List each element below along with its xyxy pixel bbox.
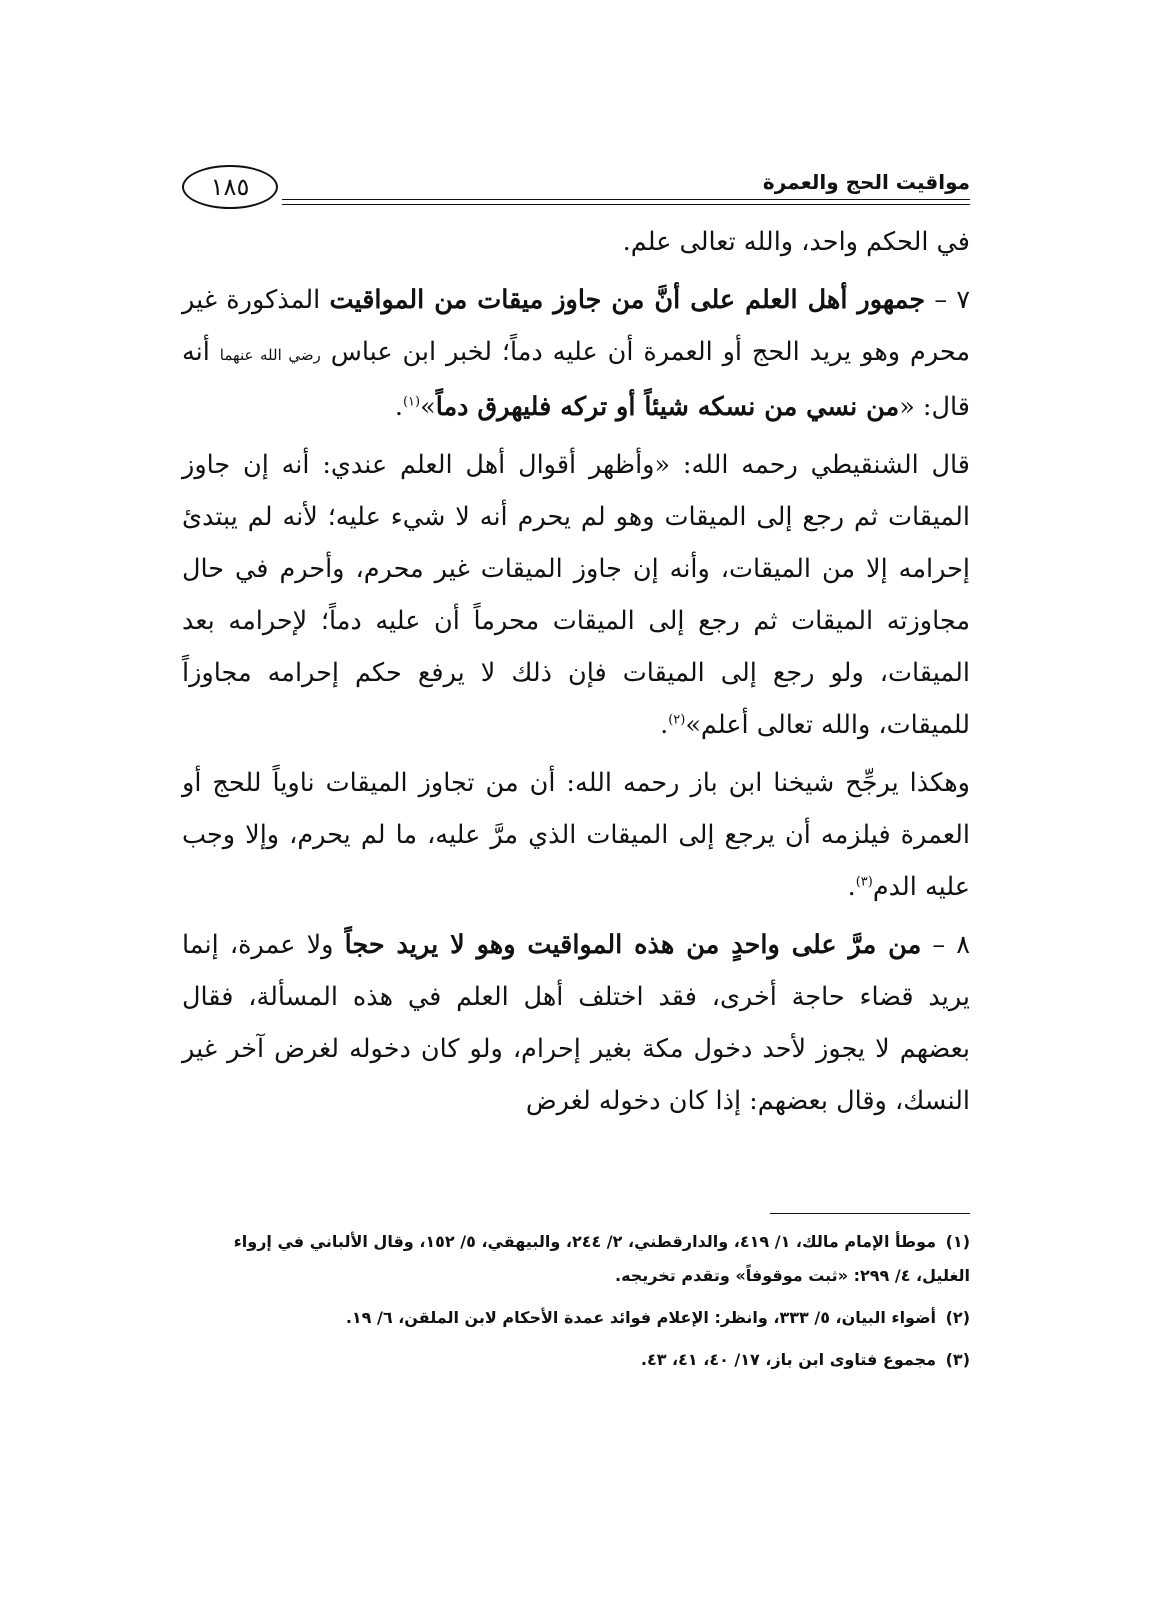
footnote-reference[interactable]: (١) xyxy=(402,394,421,410)
footnote-number: (٣) xyxy=(945,1350,970,1369)
page-number: ١٨٥ xyxy=(182,165,278,209)
paragraph-1: في الحكم واحد، والله تعالى علم. xyxy=(622,227,970,257)
paragraph-text: أنه قال: « xyxy=(182,337,970,422)
bold-quote: من نسي من نسكه شيئاً أو تركه فليهرق دماً xyxy=(435,392,900,422)
main-text xyxy=(182,216,970,1127)
footnote-text: مجموع فتاوى ابن باز، ١٧/ ٤٠، ٤١، ٤٣. xyxy=(640,1350,937,1369)
header-rule xyxy=(282,199,970,200)
period: . xyxy=(847,872,856,902)
page-header xyxy=(182,162,970,212)
bold-ruling: جمهور أهل العلم على أنَّ من جاوز ميقات من المواقيت xyxy=(329,285,926,315)
item-number: ٧ – xyxy=(925,285,971,315)
paragraph-text: وهكذا يرجِّح شيخنا ابن باز رحمه الله: أن من تجاوز الميقات ناوياً للحج أو العمرة فيلزمه أن يرجع إلى الميقات الذي مرَّ عليه، ما لم يحرم، وإلا وجب عليه الدم xyxy=(182,768,970,902)
footnote-reference[interactable]: (٢) xyxy=(668,712,686,728)
paragraph-2 xyxy=(182,274,970,433)
footnote-reference[interactable]: (٣) xyxy=(855,874,873,890)
paragraph-text: قال الشنقيطي رحمه الله: «وأظهر أقوال أهل العلم عندي: أنه إن جاوز الميقات ثم رجع إلى الميقات وهو لم يحرم أنه لا شيء عليه؛ لأنه لم يبتدئ إحرامه إلا من الميقات، وأنه إن جاوز الميقات غير محرم، وأحرم في حال مجاوزته الميقات ثم رجع إلى الميقات محرماً أن عليه دماً؛ لإحرامه بعد الميقات، ولو رجع إلى الميقات فإن ذلك لا يرفع حكم إحرامه مجاوزاً للميقات، والله تعالى أعلم» xyxy=(182,450,970,740)
paragraph-text: ولا عمرة، إنما يريد قضاء حاجة أخرى، فقد اختلف أهل العلم في هذه المسألة، فقال بعضهم لا يجوز لأحد دخول مكة بغير إحرام، ولو كان دخوله لغرض آخر غير النسك، وقال بعضهم: إذا كان دخوله لغرض xyxy=(182,930,970,1116)
running-title: مواقيت الحج والعمرة xyxy=(762,170,970,194)
footnote-text: موطأ الإمام مالك، ١/ ٤١٩، والدارقطني، ٢/ ٢٤٤، والبيهقي، ٥/ ١٥٢، وقال الألباني في إرواء الغليل، ٤/ ٢٩٩: «ثبت موقوفاً» وتقدم تخريجه. xyxy=(233,1232,970,1285)
footnote-number: (٢) xyxy=(945,1308,970,1327)
footnote xyxy=(182,1343,970,1377)
footnote xyxy=(182,1301,970,1335)
footnote-text: أضواء البيان، ٥/ ٣٣٣، وانظر: الإعلام فوائد عمدة الأحكام لابن الملقن، ٦/ ١٩. xyxy=(345,1308,937,1327)
item-number: ٨ – xyxy=(921,930,970,960)
quote-close: » xyxy=(420,392,436,422)
period: . xyxy=(394,392,403,422)
period: . xyxy=(660,710,669,740)
honorific: رضي الله عنهما xyxy=(219,346,321,364)
header-rule-secondary xyxy=(282,204,970,205)
paragraph-4 xyxy=(182,757,970,913)
footnote xyxy=(182,1225,970,1293)
paragraph-5 xyxy=(182,919,970,1127)
paragraph-text: المذكورة غير محرم وهو يريد الحج أو العمرة أن عليه دماً؛ لخبر ابن عباس xyxy=(182,285,971,367)
paragraph-3 xyxy=(182,439,970,751)
bold-ruling: من مرَّ على واحدٍ من هذه المواقيت وهو لا يريد حجاً xyxy=(344,930,922,960)
footnotes xyxy=(182,1225,970,1385)
footnote-number: (١) xyxy=(945,1232,970,1251)
footnote-separator xyxy=(770,1213,970,1214)
